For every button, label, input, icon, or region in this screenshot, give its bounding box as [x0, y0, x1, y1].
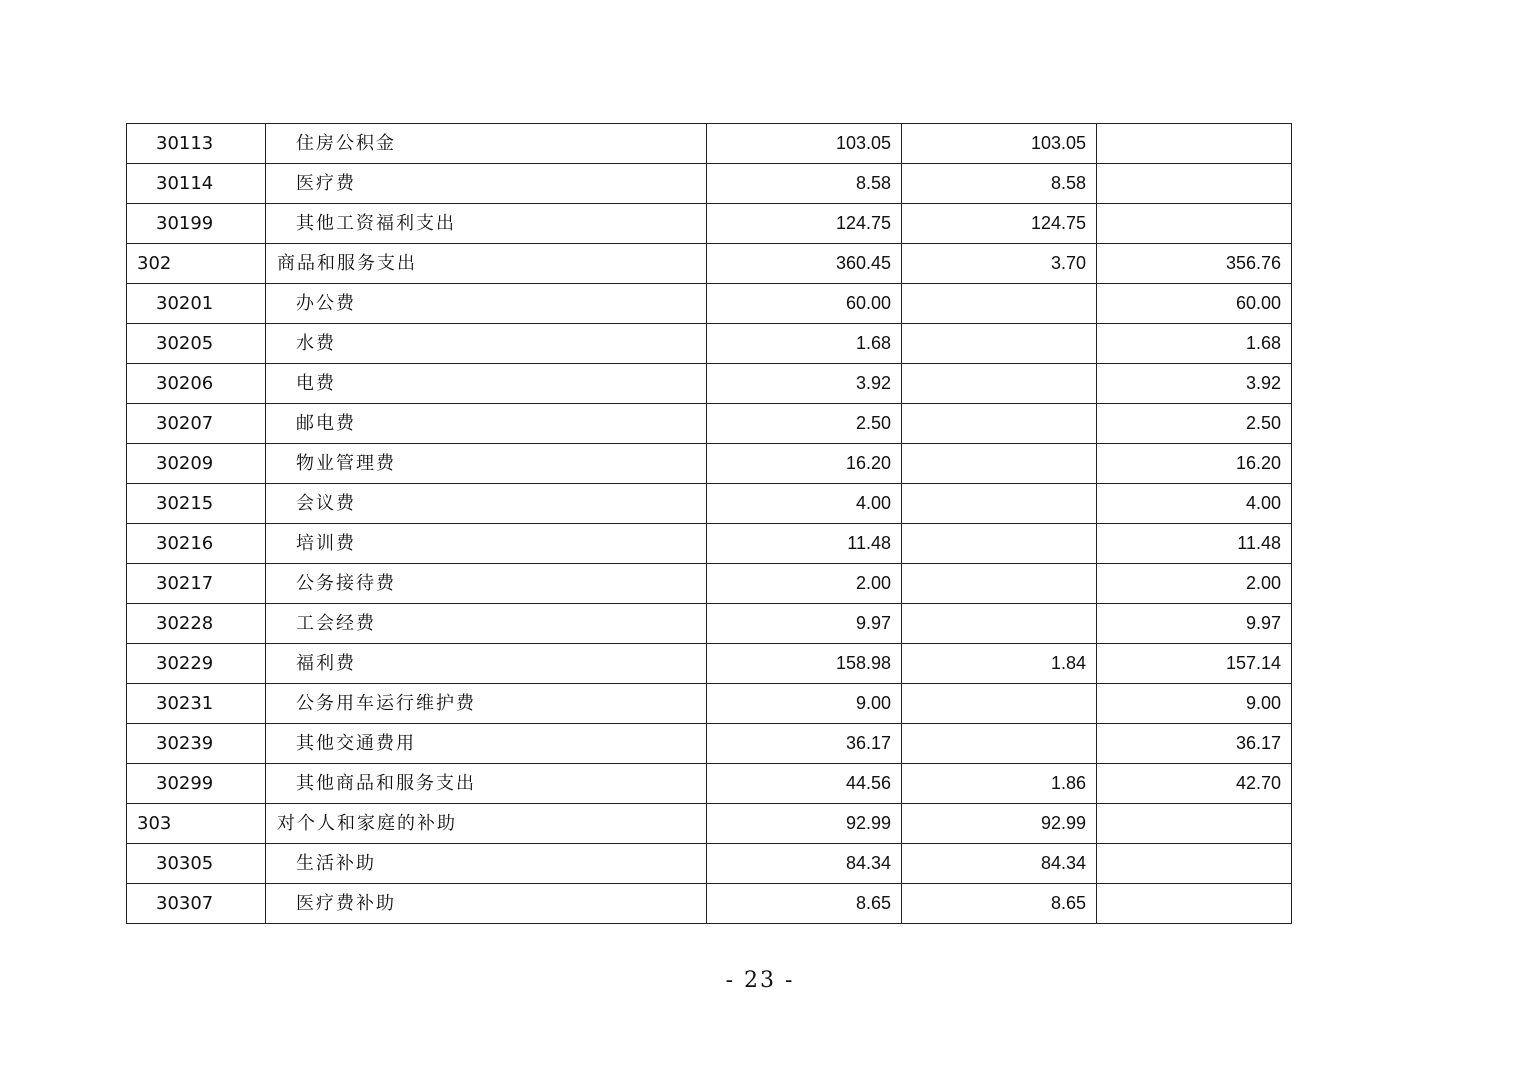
- cell-name: 培训费: [266, 524, 707, 564]
- cell-code: 30113: [127, 124, 266, 164]
- table-row: [127, 884, 1292, 924]
- cell-total: 1.68: [707, 324, 902, 364]
- cell-basic: [902, 404, 1097, 444]
- table-row: [127, 684, 1292, 724]
- cell-project: 11.48: [1097, 524, 1292, 564]
- cell-project: 1.68: [1097, 324, 1292, 364]
- cell-code: 30206: [127, 364, 266, 404]
- cell-project: [1097, 804, 1292, 844]
- cell-project: 16.20: [1097, 444, 1292, 484]
- cell-name: 电费: [266, 364, 707, 404]
- cell-total: 9.00: [707, 684, 902, 724]
- cell-basic: [902, 684, 1097, 724]
- cell-total: 8.65: [707, 884, 902, 924]
- cell-basic: 124.75: [902, 204, 1097, 244]
- table-row: [127, 724, 1292, 764]
- cell-code: 30231: [127, 684, 266, 724]
- cell-total: 44.56: [707, 764, 902, 804]
- cell-name: 生活补助: [266, 844, 707, 884]
- cell-basic: 103.05: [902, 124, 1097, 164]
- cell-total: 60.00: [707, 284, 902, 324]
- cell-total: 2.50: [707, 404, 902, 444]
- table-row-group: [127, 804, 1292, 844]
- cell-name: 公务用车运行维护费: [266, 684, 707, 724]
- cell-name: 工会经费: [266, 604, 707, 644]
- cell-basic: 92.99: [902, 804, 1097, 844]
- cell-total: 2.00: [707, 564, 902, 604]
- page-number: - 23 -: [725, 968, 795, 993]
- cell-basic: 8.65: [902, 884, 1097, 924]
- cell-code: 30207: [127, 404, 266, 444]
- cell-project: 2.50: [1097, 404, 1292, 444]
- cell-name: 公务接待费: [266, 564, 707, 604]
- cell-name: 邮电费: [266, 404, 707, 444]
- cell-name: 水费: [266, 324, 707, 364]
- table-body: [127, 124, 1292, 924]
- cell-project: [1097, 884, 1292, 924]
- cell-total: 4.00: [707, 484, 902, 524]
- cell-code: 30305: [127, 844, 266, 884]
- cell-code: 303: [127, 804, 266, 844]
- cell-project: 36.17: [1097, 724, 1292, 764]
- cell-basic: 8.58: [902, 164, 1097, 204]
- cell-total: 11.48: [707, 524, 902, 564]
- cell-code: 30199: [127, 204, 266, 244]
- cell-project: 9.00: [1097, 684, 1292, 724]
- table-row: [127, 204, 1292, 244]
- cell-code: 30201: [127, 284, 266, 324]
- cell-basic: [902, 284, 1097, 324]
- table-row-group: [127, 244, 1292, 284]
- cell-project: [1097, 204, 1292, 244]
- cell-project: [1097, 844, 1292, 884]
- cell-basic: [902, 484, 1097, 524]
- cell-code: 30217: [127, 564, 266, 604]
- cell-project: 356.76: [1097, 244, 1292, 284]
- table-row: [127, 644, 1292, 684]
- cell-basic: [902, 564, 1097, 604]
- cell-total: 16.20: [707, 444, 902, 484]
- cell-name: 其他工资福利支出: [266, 204, 707, 244]
- cell-project: 4.00: [1097, 484, 1292, 524]
- cell-total: 3.92: [707, 364, 902, 404]
- table-row: [127, 844, 1292, 884]
- cell-name: 其他商品和服务支出: [266, 764, 707, 804]
- cell-total: 124.75: [707, 204, 902, 244]
- cell-basic: [902, 324, 1097, 364]
- table-row: [127, 604, 1292, 644]
- table-row: [127, 284, 1292, 324]
- cell-project: 157.14: [1097, 644, 1292, 684]
- cell-code: 30228: [127, 604, 266, 644]
- cell-code: 30215: [127, 484, 266, 524]
- cell-code: 30205: [127, 324, 266, 364]
- table-row: [127, 564, 1292, 604]
- table-row: [127, 444, 1292, 484]
- cell-name: 福利费: [266, 644, 707, 684]
- cell-total: 158.98: [707, 644, 902, 684]
- cell-project: [1097, 164, 1292, 204]
- cell-name: 办公费: [266, 284, 707, 324]
- cell-project: 9.97: [1097, 604, 1292, 644]
- cell-total: 84.34: [707, 844, 902, 884]
- cell-code: 30307: [127, 884, 266, 924]
- cell-code: 302: [127, 244, 266, 284]
- table-row: [127, 484, 1292, 524]
- cell-total: 92.99: [707, 804, 902, 844]
- cell-name: 对个人和家庭的补助: [266, 804, 707, 844]
- cell-basic: 84.34: [902, 844, 1097, 884]
- table-row: [127, 524, 1292, 564]
- table-row: [127, 404, 1292, 444]
- cell-total: 9.97: [707, 604, 902, 644]
- table-row: [127, 124, 1292, 164]
- cell-code: 30216: [127, 524, 266, 564]
- cell-code: 30229: [127, 644, 266, 684]
- cell-project: [1097, 124, 1292, 164]
- cell-project: 3.92: [1097, 364, 1292, 404]
- table-row: [127, 324, 1292, 364]
- cell-name: 医疗费补助: [266, 884, 707, 924]
- cell-name: 住房公积金: [266, 124, 707, 164]
- cell-name: 医疗费: [266, 164, 707, 204]
- cell-code: 30299: [127, 764, 266, 804]
- table-row: [127, 764, 1292, 804]
- cell-project: 60.00: [1097, 284, 1292, 324]
- cell-basic: [902, 604, 1097, 644]
- cell-basic: 3.70: [902, 244, 1097, 284]
- cell-code: 30114: [127, 164, 266, 204]
- cell-basic: 1.86: [902, 764, 1097, 804]
- table-row: [127, 364, 1292, 404]
- table-row: [127, 164, 1292, 204]
- cell-project: 42.70: [1097, 764, 1292, 804]
- cell-total: 360.45: [707, 244, 902, 284]
- cell-total: 8.58: [707, 164, 902, 204]
- cell-total: 103.05: [707, 124, 902, 164]
- cell-basic: 1.84: [902, 644, 1097, 684]
- cell-basic: [902, 724, 1097, 764]
- cell-name: 物业管理费: [266, 444, 707, 484]
- cell-project: 2.00: [1097, 564, 1292, 604]
- cell-basic: [902, 364, 1097, 404]
- cell-total: 36.17: [707, 724, 902, 764]
- cell-basic: [902, 524, 1097, 564]
- cell-name: 商品和服务支出: [266, 244, 707, 284]
- cell-code: 30209: [127, 444, 266, 484]
- cell-basic: [902, 444, 1097, 484]
- cell-name: 会议费: [266, 484, 707, 524]
- cell-name: 其他交通费用: [266, 724, 707, 764]
- budget-table: [126, 123, 1292, 924]
- cell-code: 30239: [127, 724, 266, 764]
